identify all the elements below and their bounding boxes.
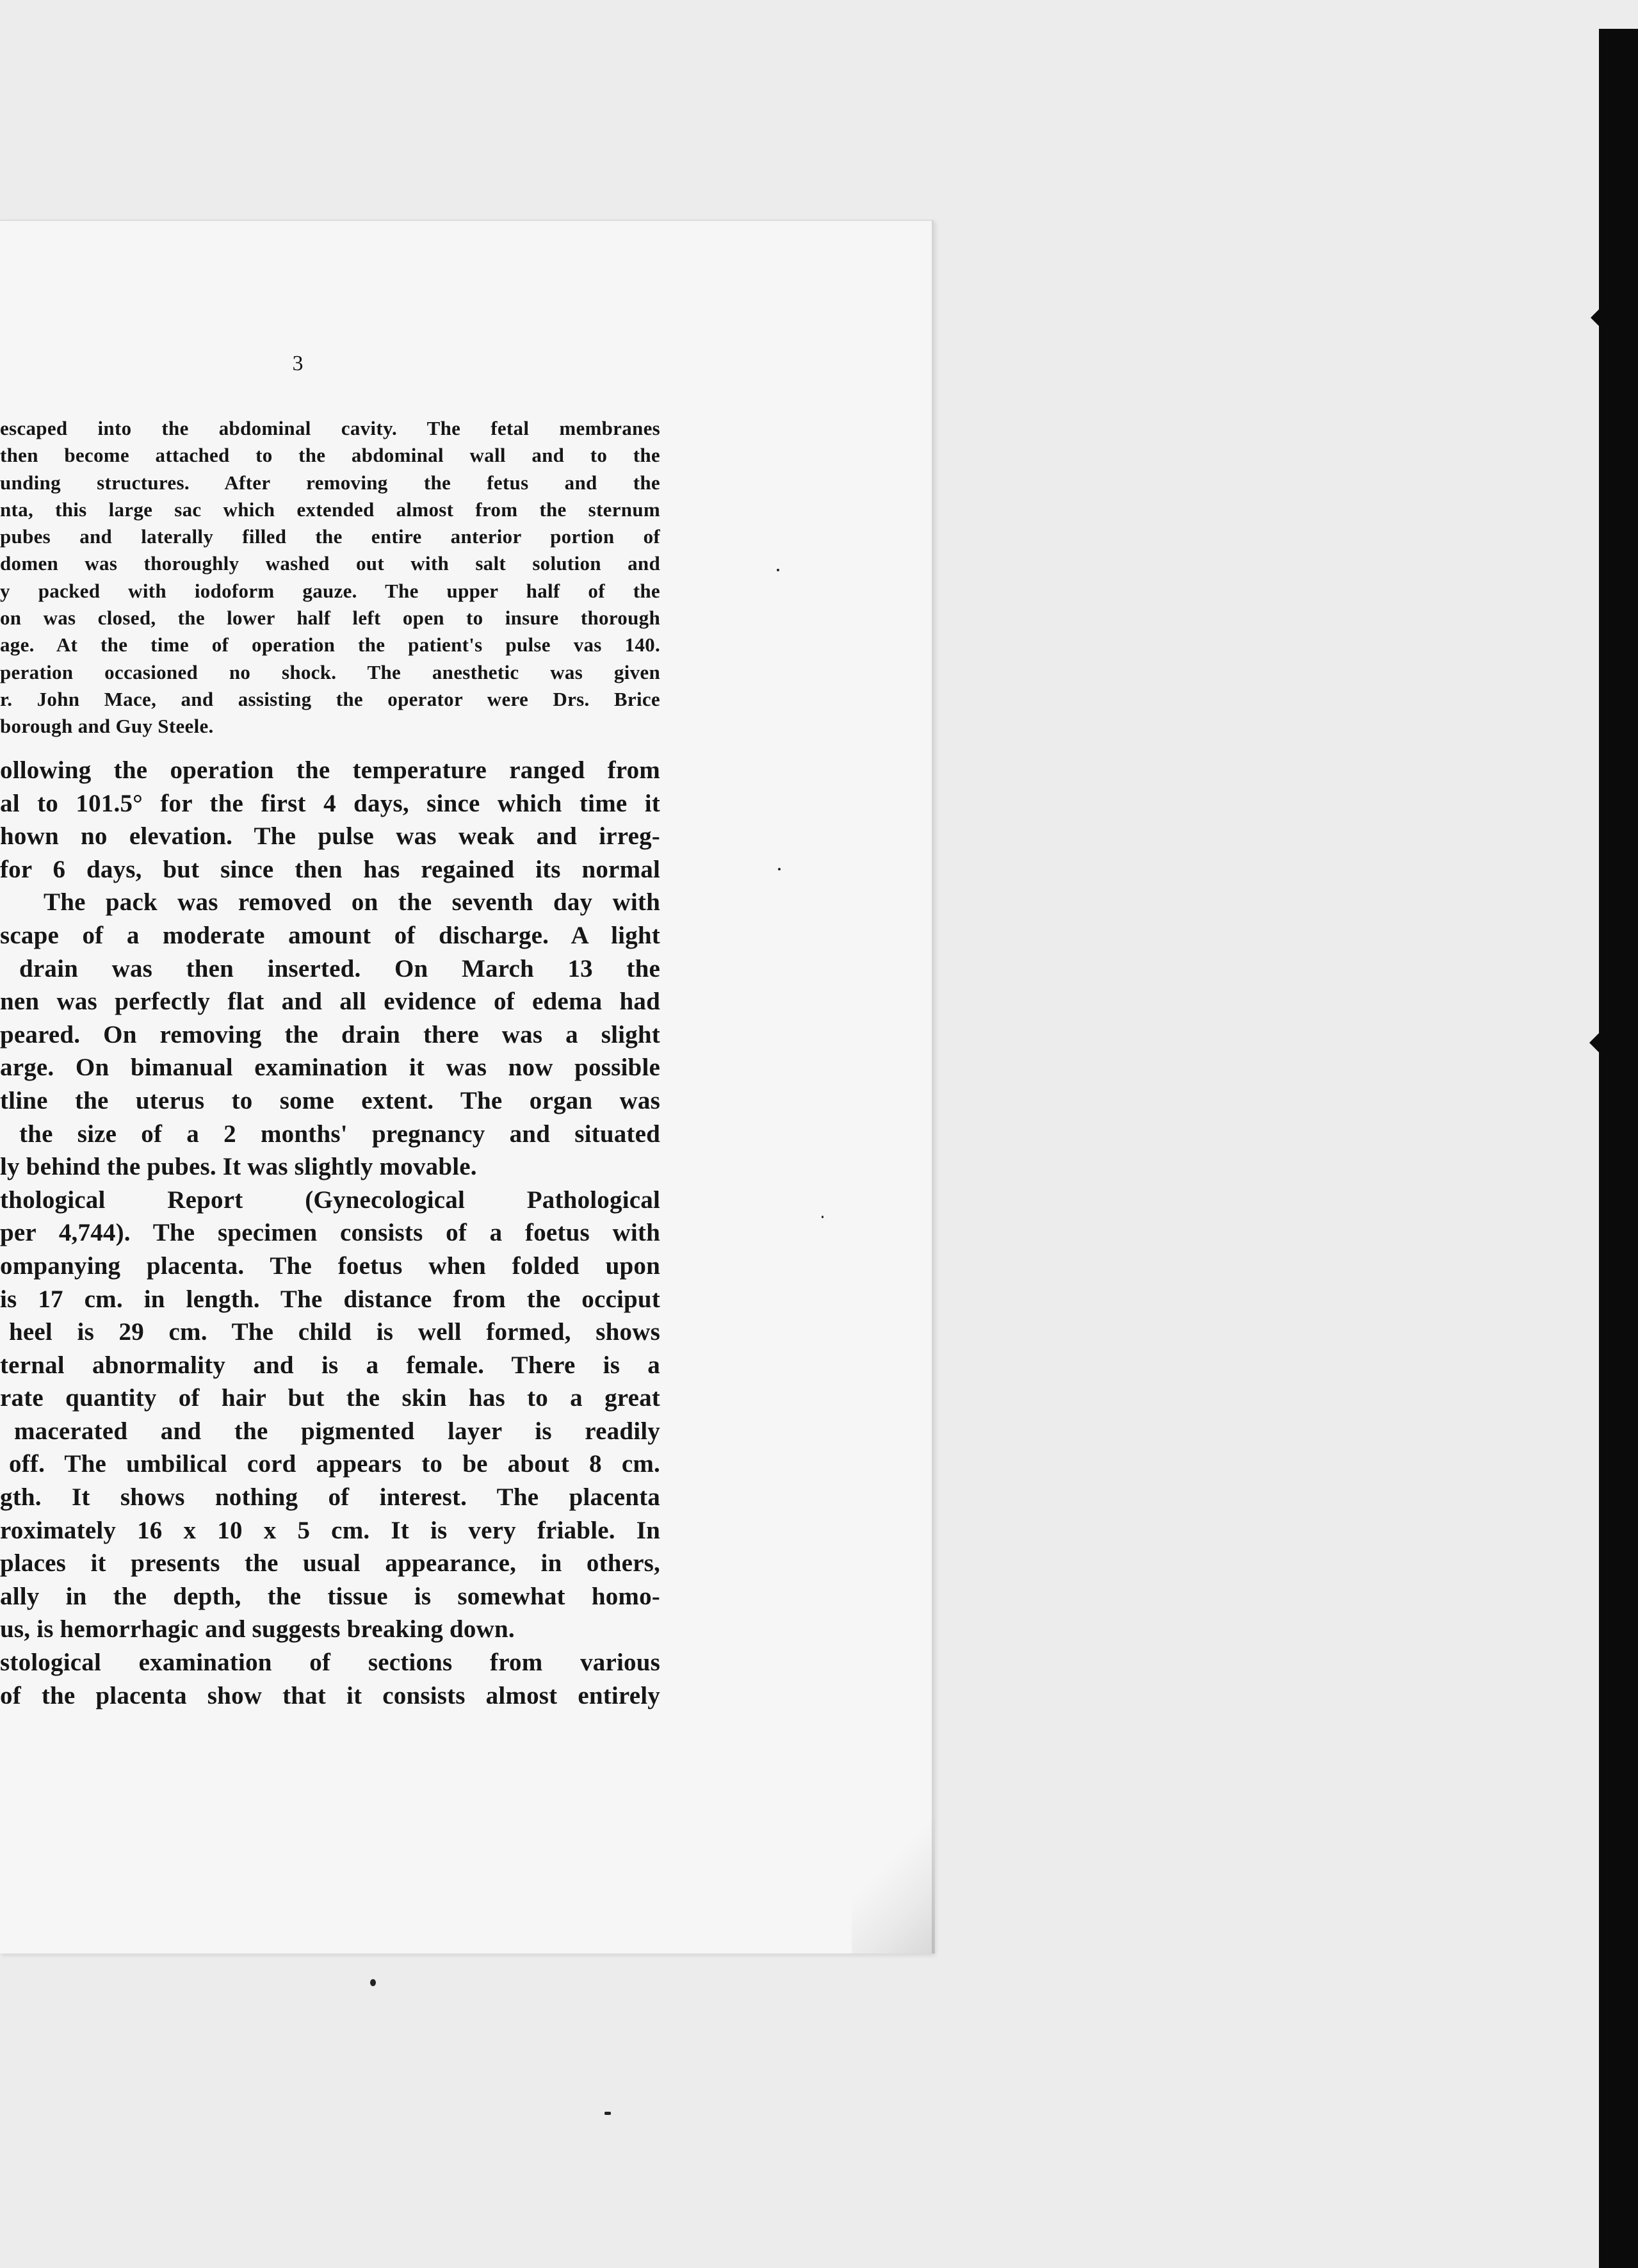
text-line: al to 101.5° for the first 4 days, since which time it bbox=[0, 789, 660, 817]
text-line: ly behind the pubes. It was slightly movable. bbox=[0, 1153, 477, 1181]
scan-speck bbox=[370, 1979, 376, 1986]
text-line: thological Report (Gynecological Pathological bbox=[0, 1186, 660, 1214]
text-line: peared. On removing the drain there was a slight bbox=[0, 1020, 660, 1048]
text-line: then become attached to the abdominal wall and to the bbox=[0, 444, 660, 467]
book-edge-border bbox=[1599, 29, 1638, 2268]
text-line: peration occasioned no shock. The anesthetic was given bbox=[0, 660, 660, 683]
text-line: stological examination of sections from various bbox=[0, 1649, 660, 1677]
text-line: pubes and laterally filled the entire anterior portion of bbox=[0, 525, 660, 548]
text-line: r. John Mace, and assisting the operator were Drs. Brice bbox=[0, 687, 660, 710]
text-line: roximately 16 x 10 x 5 cm. It is very friable. In bbox=[0, 1516, 660, 1544]
text-line: nen was perfectly flat and all evidence of edema had bbox=[0, 988, 660, 1016]
page-number: 3 bbox=[292, 352, 304, 375]
book-edge-notch bbox=[1591, 307, 1601, 328]
text-line: for 6 days, but since then has regained its normal bbox=[0, 855, 660, 883]
text-line: nta, this large sac which extended almost from the sternum bbox=[0, 498, 660, 521]
text-line: us, is hemorrhagic and suggests breaking down. bbox=[0, 1615, 515, 1644]
book-edge-notch bbox=[1589, 1031, 1601, 1054]
text-line: drain was then inserted. On March 13 the bbox=[19, 954, 660, 983]
scan-speck bbox=[604, 2112, 611, 2115]
text-line: escaped into the abdominal cavity. The fetal membranes bbox=[0, 417, 660, 439]
text-line: is 17 cm. in length. The distance from the occiput bbox=[0, 1285, 660, 1313]
text-line: arge. On bimanual examination it was now possible bbox=[0, 1054, 660, 1082]
text-line: of the placenta show that it consists almost entirely bbox=[0, 1681, 660, 1709]
sheet-corner-shadow bbox=[852, 1806, 935, 1954]
operation-report-paragraph bbox=[0, 415, 660, 740]
text-line: per 4,744). The specimen consists of a foetus with bbox=[0, 1219, 660, 1247]
text-line: y packed with iodoform gauze. The upper half of the bbox=[0, 579, 660, 602]
text-line: tline the uterus to some extent. The organ was bbox=[0, 1086, 660, 1114]
text-line: macerated and the pigmented layer is readily bbox=[14, 1417, 660, 1445]
text-line: borough and Guy Steele. bbox=[0, 715, 214, 738]
postoperative-report-paragraph bbox=[0, 754, 660, 1712]
text-line: ompanying placenta. The foetus when folded upon bbox=[0, 1252, 660, 1280]
text-line: age. At the time of operation the patient's pulse vas 140. bbox=[0, 633, 660, 657]
scan-speck bbox=[778, 868, 781, 870]
text-line: rate quantity of hair but the skin has to a great bbox=[0, 1384, 660, 1412]
text-line: heel is 29 cm. The child is well formed, shows bbox=[9, 1318, 660, 1346]
text-line: ternal abnormality and is a female. There is a bbox=[0, 1351, 660, 1379]
text-line: on was closed, the lower half left open to insure thorough bbox=[0, 607, 660, 630]
text-line: gth. It shows nothing of interest. The placenta bbox=[0, 1483, 660, 1512]
text-line: places it presents the usual appearance, in others, bbox=[0, 1549, 660, 1578]
text-line: hown no elevation. The pulse was weak and irreg- bbox=[0, 822, 660, 851]
text-line: scape of a moderate amount of discharge. A light bbox=[0, 921, 660, 949]
scan-speck bbox=[822, 1216, 823, 1218]
text-line: off. The umbilical cord appears to be about 8 cm. bbox=[9, 1450, 660, 1478]
text-line: The pack was removed on the seventh day with bbox=[44, 888, 660, 917]
text-line: domen was thoroughly washed out with salt solution and bbox=[0, 552, 660, 575]
text-line: ollowing the operation the temperature ranged from bbox=[0, 756, 660, 784]
text-line: the size of a 2 months' pregnancy and situated bbox=[19, 1120, 660, 1148]
text-line: unding structures. After removing the fetus and the bbox=[0, 471, 660, 494]
text-line: ally in the depth, the tissue is somewhat homo- bbox=[0, 1582, 660, 1610]
scan-speck bbox=[777, 569, 779, 571]
